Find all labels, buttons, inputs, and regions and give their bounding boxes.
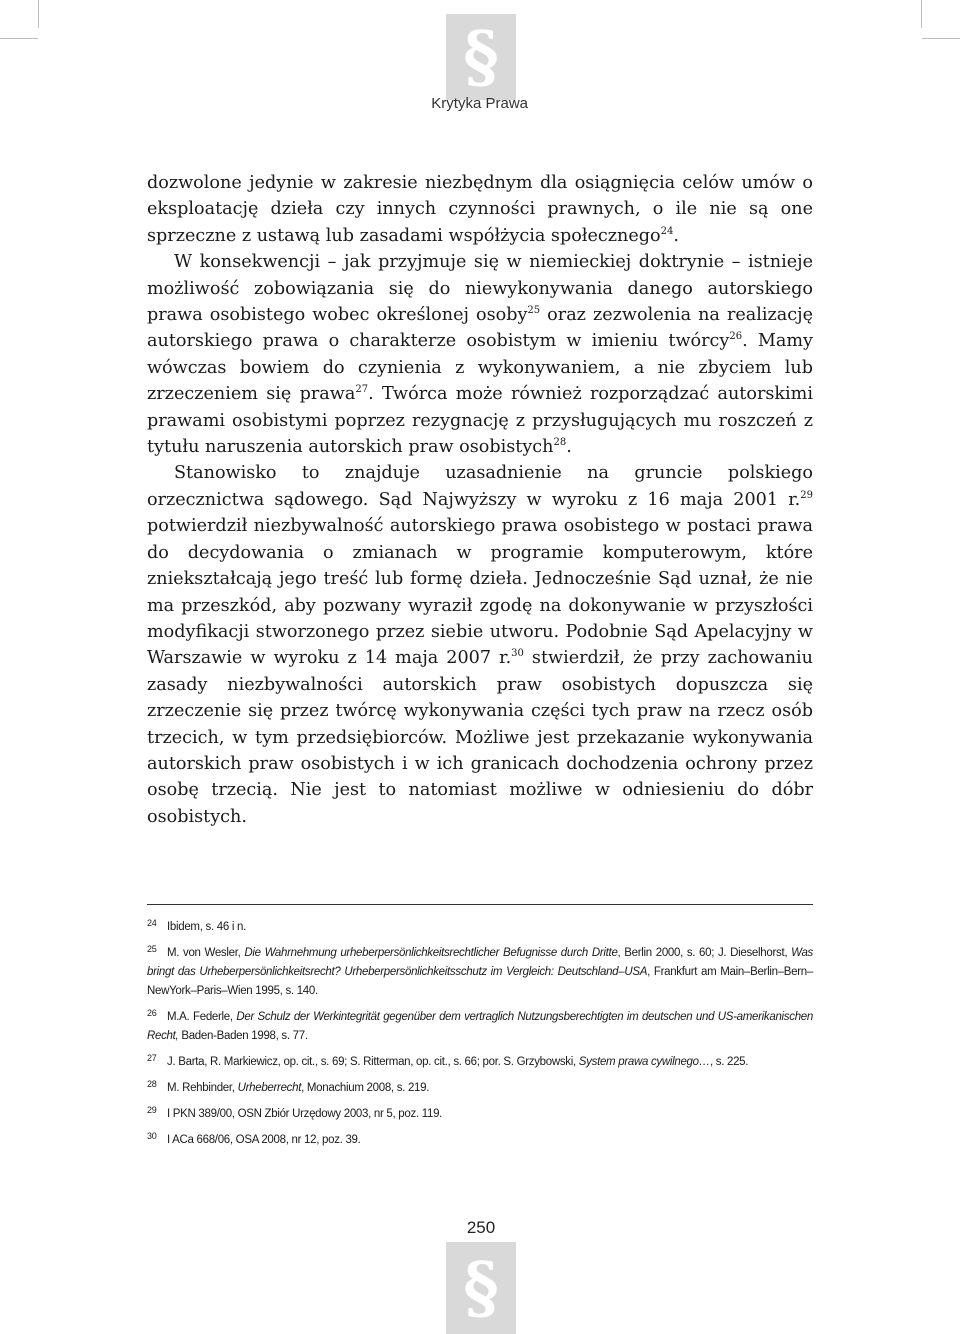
paragraph-3-text-b: potwierdził niezbywalność autorskiego prawa osobistego w postaci prawa do decydowania o zmianach w programie komputerowym, które zniekształcają jego treść lub formę dzieła. Jednocześnie Sąd uznał, że nie ma przeszkód, aby pozwany wyraził zgodę na dokonywanie w przyszłości modyfikacji stworzonego przez siebie utworu. Podobnie Sąd Apelacyjny w Warszawie w wyroku z 14 maja 2007 r. (147, 516, 813, 669)
footnote-ref-29[interactable]: 29 (800, 489, 813, 501)
section-sign-ornament-bottom: § (446, 1242, 516, 1334)
footnote-text: I PKN 389/00, OSN Zbiór Urzędowy 2003, nr 5, poz. 119. (167, 1108, 443, 1120)
paragraph-2 (147, 249, 813, 460)
paragraph-2-text-c: . Mamy wówczas bowiem do czynienia z wykonywaniem, a nie zbyciem lub zrzeczeniem się prawa (147, 331, 814, 405)
paragraph-1 (147, 170, 813, 249)
footnote-separator (147, 904, 813, 905)
footnote-title: Die Wahrnehmung urheberpersönlichkeitsrechtlicher Befugnisse durch Dritte (244, 947, 618, 959)
footnote-text: J. Barta, R. Markiewicz, op. cit., s. 69; S. Ritterman, op. cit., s. 66; por. S. Grzybowski, (167, 1056, 579, 1068)
page-number: 250 (466, 1218, 496, 1237)
footnote-title: Urheberrecht (237, 1082, 302, 1094)
footnote-title: Was bringt das Urheberpersönlichkeitsrecht? Urheberpersönlichkeitsschutz im Vergleich: Deutschland–USA (147, 947, 813, 978)
footnote-ref-26[interactable]: 26 (729, 331, 743, 343)
footnote-ref-25[interactable]: 25 (527, 305, 541, 317)
footnotes (147, 918, 813, 1157)
footnote-27: 27 J. Barta, R. Markiewicz, op. cit., s. 69; S. Ritterman, op. cit., s. 66; por. S. Grzybowski, System prawa cywilnego…, s. 225. (147, 1053, 749, 1068)
footnote-26: 26 M.A. Federle, Der Schulz der Werkintegrität gegenüber dem vertraglich Nutzungsberechtigten im deutschen und US-amerikanischen Recht, Baden-Baden 1998, s. 77. (147, 1008, 813, 1042)
crop-mark-top-left-h (0, 38, 38, 39)
crop-mark-top-right-h (922, 38, 960, 39)
footnote-ref-28[interactable]: 28 (553, 437, 567, 449)
footnote-text: M.A. Federle, (167, 1011, 237, 1023)
paragraph-1-end: . (673, 225, 679, 246)
footnote-text: Ibidem, s. 46 i n. (167, 921, 246, 933)
footnote-29: 29 I PKN 389/00, OSN Zbiór Urzędowy 2003, nr 5, poz. 119. (147, 1105, 443, 1120)
footnote-title: System prawa cywilnego… (578, 1056, 710, 1068)
main-text (147, 170, 813, 830)
paragraph-3-text-a: Stanowisko to znajduje uzasadnienie na gruncie polskiego orzecznictwa sądowego. Sąd Najwyższy w wyroku z 16 maja 2001 r. (147, 463, 813, 510)
footnote-text: M. von Wesler, (167, 947, 245, 959)
footnote-text: , Berlin 2000, s. 60; J. Dieselhorst, (617, 947, 792, 959)
footnote-text: Baden-Baden 1998, s. 77. (178, 1030, 308, 1042)
footnote-text: , s. 225. (709, 1056, 749, 1068)
paragraph-1-text: dozwolone jedynie w zakresie niezbędnym dla osiągnięcia celów umów o eksploatację dzieła czy innych czynności prawnych, o ile nie są one sprzeczne z ustawą lub zasadami współżycia społecznego (147, 173, 813, 246)
footnote-text: , Frankfurt am Main–Berlin–Bern–NewYork–Paris–Wien 1995, s. 140. (147, 966, 813, 997)
footnote-text: I ACa 668/06, OSA 2008, nr 12, poz. 39. (167, 1134, 361, 1146)
footnote-ref-24[interactable]: 24 (660, 225, 674, 237)
paragraph-2-text-b: oraz zezwolenia na realizację autorskiego prawa o charakterze osobistym w imieniu twórcy (147, 305, 813, 352)
footnote-title: Der Schulz der Werkintegrität gegenüber dem vertraglich Nutzungsberechtigten im deutschen und US-amerikanischen Recht, (147, 1011, 813, 1042)
footnote-30: 30 I ACa 668/06, OSA 2008, nr 12, poz. 39. (147, 1131, 361, 1146)
paragraph-2-end: . (566, 437, 572, 458)
paragraph-2-text-a: W konsekwencji – jak przyjmuje się w niemieckiej doktrynie – istnieje możliwość zobowiązania się do niewykonywania danego autorskiego prawa osobistego wobec określonej osoby (147, 252, 813, 326)
footnote-ref-30[interactable]: 30 (511, 648, 524, 660)
footnote-ref-27[interactable]: 27 (355, 384, 369, 396)
footnote-25: 25 M. von Wesler, Die Wahrnehmung urheberpersönlichkeitsrechtlicher Befugnisse durch Dritte, Berlin 2000, s. 60; J. Dieselhorst, Was bringt das Urheberpersönlichkeitsrecht? Urheberpersönlichkeitsschutz im Vergleich: Deutschland–USA, Frankfurt am Main–Berlin–Bern–NewYork–Paris–Wien 1995, s. 140. (147, 944, 813, 997)
footnote-text: M. Rehbinder, (167, 1082, 238, 1094)
paragraph-3 (147, 460, 813, 830)
crop-mark-top-right-v (921, 0, 922, 28)
footnote-text: , Monachium 2008, s. 219. (301, 1082, 430, 1094)
section-sign-ornament-top: § (446, 14, 516, 100)
footnote-28: 28 M. Rehbinder, Urheberrecht, Monachium 2008, s. 219. (147, 1079, 430, 1094)
footnote-24: 24 Ibidem, s. 46 i n. (147, 918, 246, 933)
paragraph-3-text-c: stwierdził, że przy zachowaniu zasady niezbywalności autorskich praw osobistych dopuszcza się zrzeczenie się przez twórcę wykonywania części tych praw na rzecz osób trzecich, w tym przedsiębiorców. Możliwe jest przekazanie wykonywania autorskich praw osobistych i w ich granicach dochodzenia ochrony przez osobę trzecią. Nie jest to natomiast możliwe w odniesieniu do dóbr osobistych. (147, 648, 813, 827)
paragraph-2-text-d: . Twórca może również rozporządzać autorskimi prawami osobistymi poprzez rezygnację z przysługujących mu roszczeń z tytułu naruszenia autorskich praw osobistych (147, 384, 813, 458)
running-head: Krytyka Prawa (431, 95, 528, 112)
crop-mark-top-left-v (38, 0, 39, 28)
